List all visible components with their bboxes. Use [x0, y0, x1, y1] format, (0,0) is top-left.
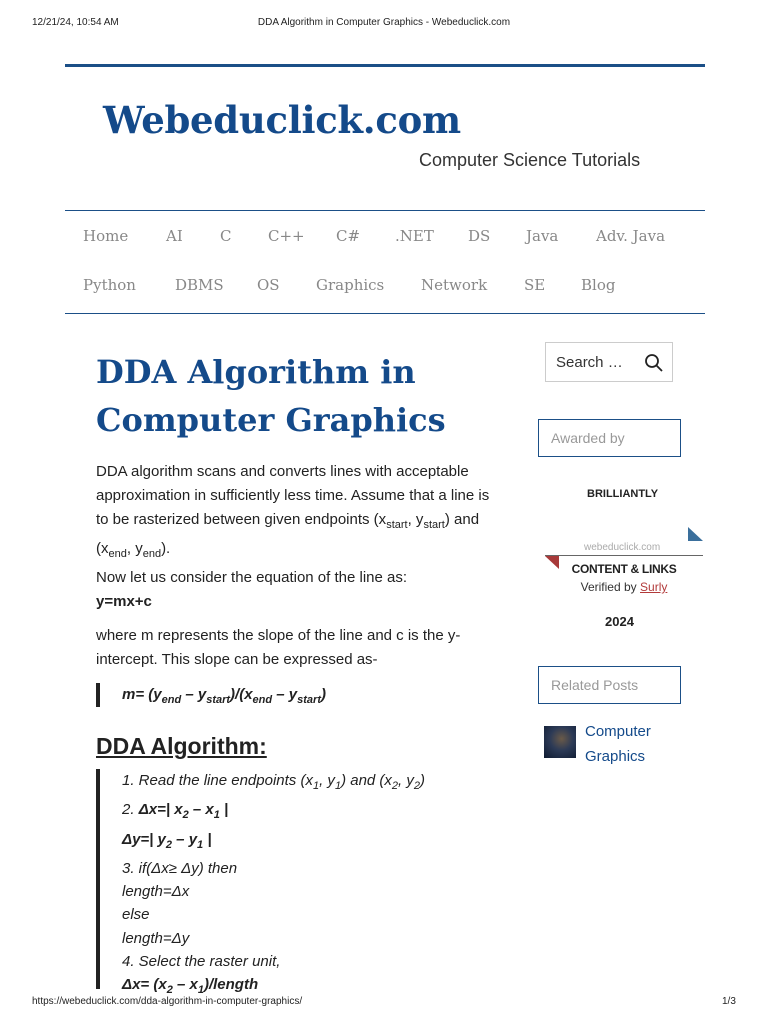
step-2: 2. Δx=| $x_2 - x_1$ |: [122, 801, 229, 822]
nav-top-rule: [65, 210, 705, 211]
nav-python[interactable]: Python: [83, 276, 136, 294]
algorithm-heading: DDA Algorithm:: [96, 733, 267, 759]
brilliantly-text: BRILLIANTLY: [587, 488, 659, 500]
nav-java[interactable]: Java: [526, 227, 559, 245]
search-input[interactable]: Search …: [556, 354, 623, 371]
print-page-title: DDA Algorithm in Computer Graphics - Webeduclick.com: [257, 17, 511, 28]
nav-dotnet[interactable]: .NET: [395, 227, 434, 245]
header-top-rule: [65, 64, 705, 67]
step-3c: length=Δy: [122, 929, 190, 947]
slope-formula: $m= (y_{end} - y_{start})/(x_{end} - y_{start})$: [96, 683, 326, 707]
step-3: 3. if(Δx≥ Δy) then: [122, 859, 238, 877]
related-posts-label: Related Posts: [551, 677, 639, 693]
search-box[interactable]: [545, 342, 673, 382]
nav-dbms[interactable]: DBMS: [175, 276, 224, 294]
intro-paragraph: DDA algorithm scans and converts lines with acceptable approximation in sufficiently less time. Assume that a line is to be rasterized between given endpoints ($x_{start}$, $y_{start}$) and ($x_{end}$, $y_{end}$).: [96, 463, 490, 560]
nav-network[interactable]: Network: [421, 276, 488, 294]
print-datetime: 12/21/24, 10:54 AM: [32, 17, 119, 28]
step-2b: Δy=| $y_2 - y_1$ |: [122, 830, 212, 851]
related-post-thumbnail[interactable]: [544, 726, 576, 758]
badge-verified: Verified by Surly: [580, 580, 668, 594]
nav-graphics[interactable]: Graphics: [316, 276, 385, 294]
nav-bottom-rule: [65, 313, 705, 314]
print-page-number: 1/3: [722, 996, 736, 1007]
awarded-by-widget: [538, 419, 681, 457]
step-3a: length=Δx: [122, 883, 190, 901]
step-4: 4. Select the raster unit,: [122, 953, 281, 971]
related-posts-widget: [538, 666, 681, 704]
related-post-link[interactable]: Computer Graphics: [585, 723, 651, 765]
badge-corner-blue: [688, 527, 703, 541]
awarded-by-label: Awarded by: [551, 430, 625, 446]
step-3b: else: [122, 906, 150, 924]
badge-title: CONTENT & LINKS: [571, 562, 677, 576]
badge-site: webeduclick.com: [584, 542, 661, 553]
nav-ds[interactable]: DS: [468, 227, 491, 245]
badge-rule: [545, 555, 703, 556]
nav-os[interactable]: OS: [257, 276, 280, 294]
equation-intro: Now let us consider the equation of the line as:: [96, 569, 408, 586]
badge-year: 2024: [605, 614, 634, 629]
step-1: 1. Read the line endpoints ($x_1$, $y_1$) and ($x_2$, $y_2$): [122, 772, 426, 792]
step-4a: $\Delta x= (x_2$ – $x_1$)/length: [122, 976, 259, 997]
nav-home[interactable]: Home: [83, 227, 129, 245]
algorithm-steps: [96, 769, 476, 997]
nav-cpp[interactable]: C++: [268, 227, 305, 245]
search-icon[interactable]: [644, 353, 664, 373]
line-equation: y=mx+c: [96, 593, 152, 610]
surly-link[interactable]: Surly: [640, 580, 668, 594]
nav-adv-java[interactable]: Adv. Java: [596, 227, 666, 245]
nav-csharp[interactable]: C#: [336, 227, 361, 245]
print-url: https://webeduclick.com/dda-algorithm-in-computer-graphics/: [32, 996, 303, 1007]
slope-paragraph: where m represents the slope of the line and c is the y-intercept. This slope can be expressed as-: [96, 627, 461, 668]
nav-se[interactable]: SE: [524, 276, 546, 294]
nav-ai[interactable]: AI: [166, 227, 183, 245]
site-tagline: Computer Science Tutorials: [419, 150, 641, 170]
article-title: DDA Algorithm in Computer Graphics: [96, 353, 446, 439]
nav-c[interactable]: C: [220, 227, 232, 245]
nav-blog[interactable]: Blog: [581, 276, 616, 294]
site-logo[interactable]: Webeduclick.com: [103, 98, 461, 142]
